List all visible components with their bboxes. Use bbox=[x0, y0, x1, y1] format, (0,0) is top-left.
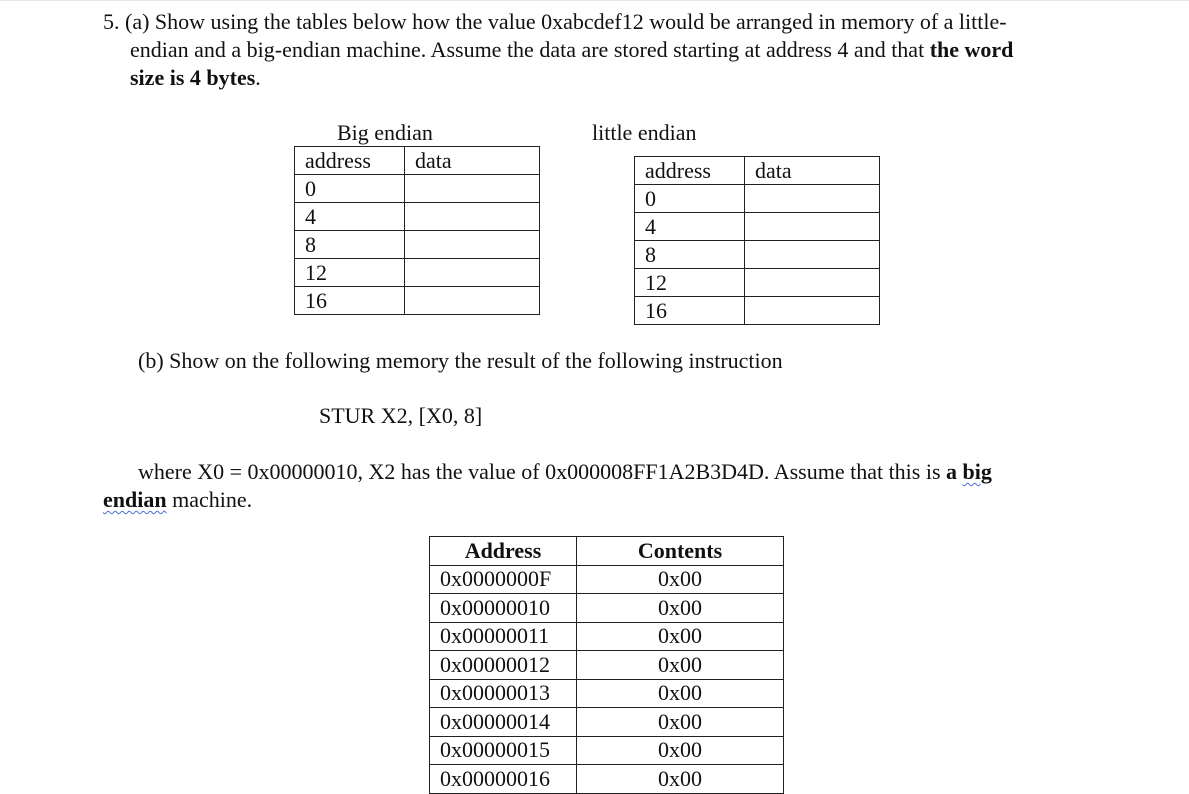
table-row bbox=[430, 594, 784, 623]
address-cell: 16 bbox=[635, 297, 745, 325]
header-contents-text: Contents bbox=[637, 537, 723, 563]
page-top-border bbox=[0, 0, 1189, 1]
question-number: 5. bbox=[103, 9, 120, 34]
contents-cell[interactable]: 0x00 bbox=[577, 651, 784, 680]
where-bold-big: big bbox=[962, 459, 992, 484]
column-header-data: data bbox=[405, 147, 540, 175]
address-cell: 0x00000010 bbox=[430, 594, 577, 623]
data-cell[interactable] bbox=[405, 259, 540, 287]
table-row bbox=[430, 679, 784, 708]
question-line-2 bbox=[130, 36, 1120, 64]
address-cell: 0 bbox=[295, 175, 405, 203]
table-row bbox=[430, 708, 784, 737]
machine-text: machine. bbox=[166, 487, 253, 512]
table-header-row bbox=[430, 537, 784, 566]
part-a-line-2: endian and a big-endian machine. Assume the data are stored starting at address 4 and that bbox=[130, 37, 930, 62]
where-bold-a: a bbox=[946, 459, 958, 484]
data-cell[interactable] bbox=[745, 269, 880, 297]
column-header-contents bbox=[577, 537, 784, 566]
address-cell: 0x00000013 bbox=[430, 679, 577, 708]
column-header-data: data bbox=[745, 157, 880, 185]
table-row bbox=[295, 203, 540, 231]
address-cell: 0x00000014 bbox=[430, 708, 577, 737]
data-cell[interactable] bbox=[745, 213, 880, 241]
little-endian-table bbox=[634, 156, 880, 325]
contents-cell[interactable]: 0x00 bbox=[577, 594, 784, 623]
where-text: where X0 = 0x00000010, X2 has the value of 0x000008FF1A2B3D4D. Assume that this is bbox=[138, 459, 947, 484]
endian-bold: endian bbox=[103, 487, 167, 512]
header-address-text: Address bbox=[464, 537, 542, 563]
part-b-where-line bbox=[138, 458, 992, 486]
contents-cell[interactable]: 0x00 bbox=[577, 565, 784, 594]
data-cell[interactable] bbox=[745, 185, 880, 213]
contents-cell[interactable]: 0x00 bbox=[577, 622, 784, 651]
column-header-address: address bbox=[295, 147, 405, 175]
table-row bbox=[430, 622, 784, 651]
table-row bbox=[635, 297, 880, 325]
table-row bbox=[430, 736, 784, 765]
big-endian-label: Big endian bbox=[337, 120, 433, 145]
little-endian-label: little endian bbox=[592, 120, 697, 145]
table-row bbox=[295, 231, 540, 259]
data-cell[interactable] bbox=[745, 297, 880, 325]
table-row bbox=[295, 175, 540, 203]
table-header-row bbox=[295, 147, 540, 175]
contents-cell[interactable]: 0x00 bbox=[577, 708, 784, 737]
data-cell[interactable] bbox=[405, 231, 540, 259]
part-a-period: . bbox=[255, 65, 261, 90]
table-row bbox=[635, 213, 880, 241]
table-row bbox=[295, 259, 540, 287]
address-cell: 0x00000012 bbox=[430, 651, 577, 680]
address-cell: 0x0000000F bbox=[430, 565, 577, 594]
address-cell: 4 bbox=[295, 203, 405, 231]
part-b-intro: (b) Show on the following memory the result of the following instruction bbox=[138, 348, 783, 373]
question-body bbox=[130, 36, 1120, 92]
table-row bbox=[295, 287, 540, 315]
part-b-line-2 bbox=[103, 486, 252, 514]
table-row bbox=[430, 565, 784, 594]
data-cell[interactable] bbox=[745, 241, 880, 269]
address-cell: 8 bbox=[635, 241, 745, 269]
table-row bbox=[635, 185, 880, 213]
address-cell: 4 bbox=[635, 213, 745, 241]
address-cell: 0 bbox=[635, 185, 745, 213]
contents-cell[interactable]: 0x00 bbox=[577, 765, 784, 794]
table-header-row bbox=[635, 157, 880, 185]
column-header-address bbox=[430, 537, 577, 566]
instruction-text: STUR X2, [X0, 8] bbox=[319, 403, 483, 428]
address-cell: 12 bbox=[635, 269, 745, 297]
contents-cell[interactable]: 0x00 bbox=[577, 736, 784, 765]
table-row bbox=[635, 241, 880, 269]
address-cell: 0x00000011 bbox=[430, 622, 577, 651]
contents-cell[interactable]: 0x00 bbox=[577, 679, 784, 708]
part-a-bold-word: the word bbox=[929, 37, 1014, 62]
part-a-line-1: (a) Show using the tables below how the value 0xabcdef12 would be arranged in memory of a little- bbox=[125, 9, 1007, 34]
data-cell[interactable] bbox=[405, 287, 540, 315]
part-a-bold-size: size is 4 bytes bbox=[130, 65, 256, 90]
data-cell[interactable] bbox=[405, 203, 540, 231]
big-endian-table bbox=[294, 146, 540, 315]
question-line-3 bbox=[130, 64, 1120, 92]
address-cell: 12 bbox=[295, 259, 405, 287]
data-cell[interactable] bbox=[405, 175, 540, 203]
column-header-address: address bbox=[635, 157, 745, 185]
table-row bbox=[430, 765, 784, 794]
table-row bbox=[635, 269, 880, 297]
table-row bbox=[430, 651, 784, 680]
question-line-1 bbox=[103, 8, 1113, 36]
memory-table bbox=[429, 536, 784, 794]
address-cell: 8 bbox=[295, 231, 405, 259]
address-cell: 16 bbox=[295, 287, 405, 315]
address-cell: 0x00000016 bbox=[430, 765, 577, 794]
address-cell: 0x00000015 bbox=[430, 736, 577, 765]
